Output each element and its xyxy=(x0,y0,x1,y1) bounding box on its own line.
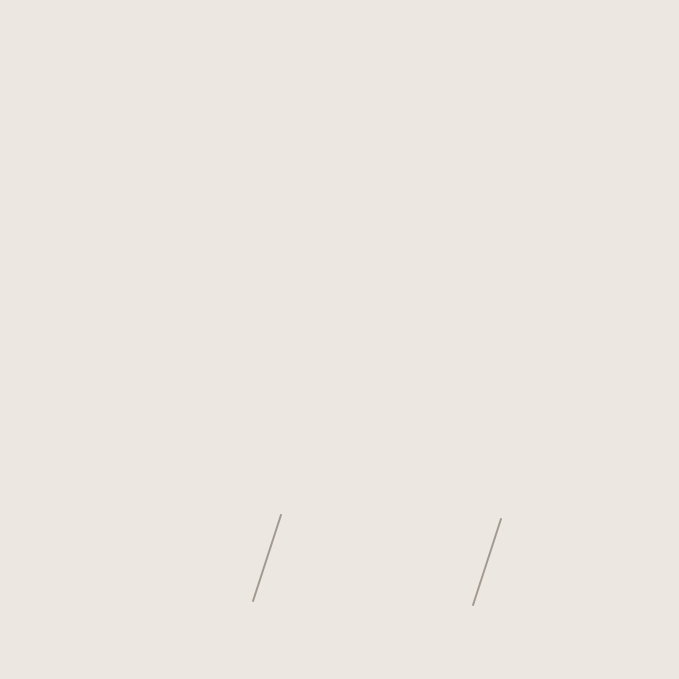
feature-machine-washable xyxy=(27,504,227,608)
feature-robot-clean xyxy=(477,504,673,608)
washer-size-table xyxy=(12,115,667,452)
feature-hand-washable xyxy=(267,504,463,608)
